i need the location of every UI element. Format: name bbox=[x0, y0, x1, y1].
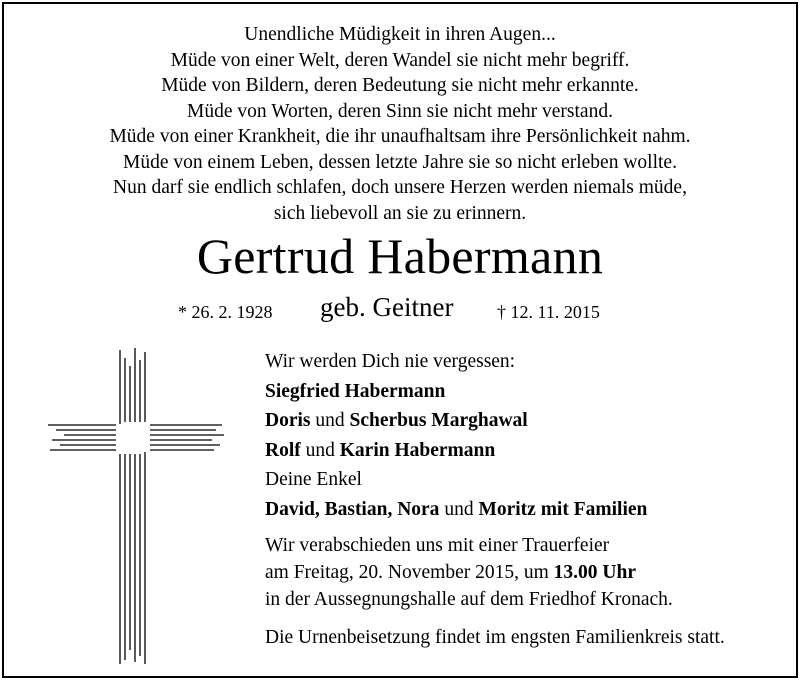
family-member: David, Bastian, Nora und Moritz mit Familien bbox=[265, 498, 648, 520]
life-dates bbox=[0, 290, 800, 330]
poem-line: Müde von einem Leben, dessen letzte Jahre sie so nicht erleben wollte. bbox=[123, 151, 677, 173]
family-member: Rolf und Karin Habermann bbox=[265, 439, 496, 461]
poem-line: Müde von Bildern, deren Bedeutung sie nicht mehr erkannte. bbox=[161, 75, 639, 96]
poem-line: sich liebevoll an sie zu erinnern. bbox=[273, 202, 527, 224]
burial-note: Die Urnenbeisetzung findet im engsten Familienkreis statt. bbox=[265, 627, 725, 648]
deceased-name: Gertrud Habermann bbox=[196, 228, 604, 284]
poem-line: Müde von einer Welt, deren Wandel sie nicht mehr begriff. bbox=[170, 49, 630, 71]
cross-icon bbox=[46, 346, 226, 666]
death-date: † 12. 11. 2015 bbox=[497, 302, 600, 322]
grandchildren-label: Deine Enkel bbox=[265, 469, 362, 490]
service-time: 13.00 Uhr bbox=[553, 562, 636, 583]
birth-date: * 26. 2. 1928 bbox=[178, 302, 273, 322]
poem-line: Müde von einer Krankheit, die ihr unaufhaltsam ihre Persönlichkeit nahm. bbox=[109, 126, 691, 147]
poem-line: Nun darf sie endlich schlafen, doch unsere Herzen werden niemals müde, bbox=[113, 177, 687, 198]
family-member: Doris und Scherbus Marghawal bbox=[265, 410, 528, 431]
family-member: Siegfried Habermann bbox=[265, 380, 446, 402]
poem-line: Unendliche Müdigkeit in ihren Augen... bbox=[244, 24, 556, 45]
funeral-service-text: Wir verabschieden uns mit einer Trauerfeier am Freitag, 20. November 2015, um 13.00 Uhr in der Aussegnungshalle auf dem Friedhof Kronach. bbox=[265, 535, 673, 610]
poem-line: Müde von Worten, deren Sinn sie nicht mehr verstand. bbox=[187, 100, 613, 122]
maiden-name: geb. Geitner bbox=[320, 292, 454, 322]
poem bbox=[0, 22, 800, 226]
family-list bbox=[265, 347, 647, 524]
family-intro: Wir werden Dich nie vergessen: bbox=[265, 351, 516, 372]
